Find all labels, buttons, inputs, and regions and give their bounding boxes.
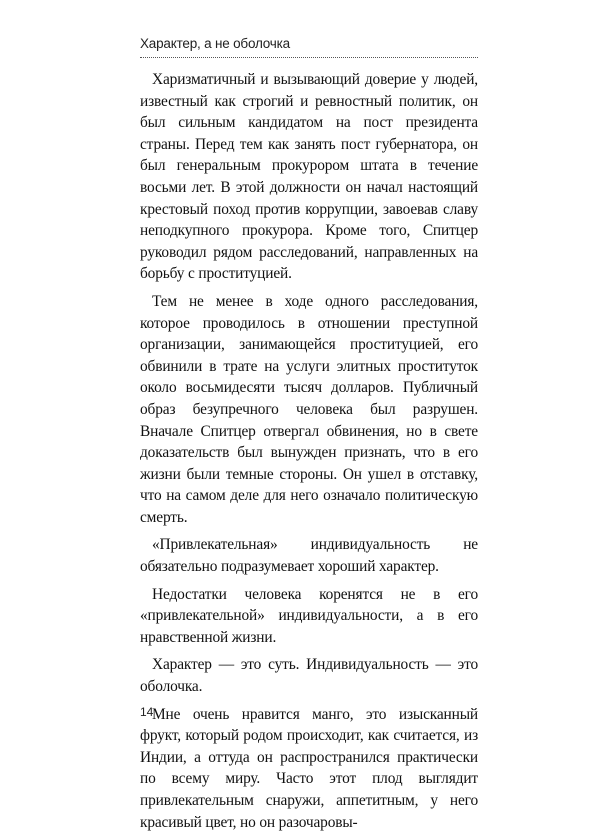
paragraph-3: «Привлекательная» индивидуальность не обязательно подразумевает хороший характер.: [140, 536, 478, 576]
header-dotted-rule: [140, 57, 478, 58]
page-number: 14: [140, 705, 154, 719]
body-text: [140, 69, 478, 839]
paragraph-6: Мне очень нравится манго, это изысканный фрукт, который родом происходит, как считается, из Индии, а оттуда он распространился практически по всему миру. Часто этот плод выглядит привлекательным снаружи, аппетитным, у него красивый цвет, но он разочаровы-: [140, 705, 478, 831]
paragraph-5: Характер — это суть. Индивидуальность — это оболочка.: [140, 656, 478, 696]
paragraph-4: Недостатки человека коренятся не в его «привлекательной» индивидуальности, а в его нравственной жизни.: [140, 585, 478, 646]
paragraph-2: Тем не менее в ходе одного расследования, которое проводилось в отношении преступной организации, занимающейся проституцией, его обвинили в трате на услуги элитных проституток около восьмидесяти тысяч долларов. Публичный образ безупречного человека был разрушен. Вначале Спитцер отвергал обвинения, но в свете доказательств был вынужден признать, что в его жизни были темные стороны. Он ушел в отставку, что на самом деле для него означало политическую смерть.: [140, 292, 478, 526]
running-header: Характер, а не оболочка: [140, 36, 290, 51]
paragraph-1: Харизматичный и вызывающий доверие у людей, известный как строгий и ревностный политик, он был сильным кандидатом на пост президента страны. Перед тем как занять пост губернатора, он был генеральным прокурором штата в течение восьми лет. В этой должности он начал настоящий крестовый поход против коррупции, завоевав славу неподкупного прокурора. Кроме того, Спитцер руководил рядом расследований, направленных на борьбу с проституцией.: [140, 71, 478, 283]
